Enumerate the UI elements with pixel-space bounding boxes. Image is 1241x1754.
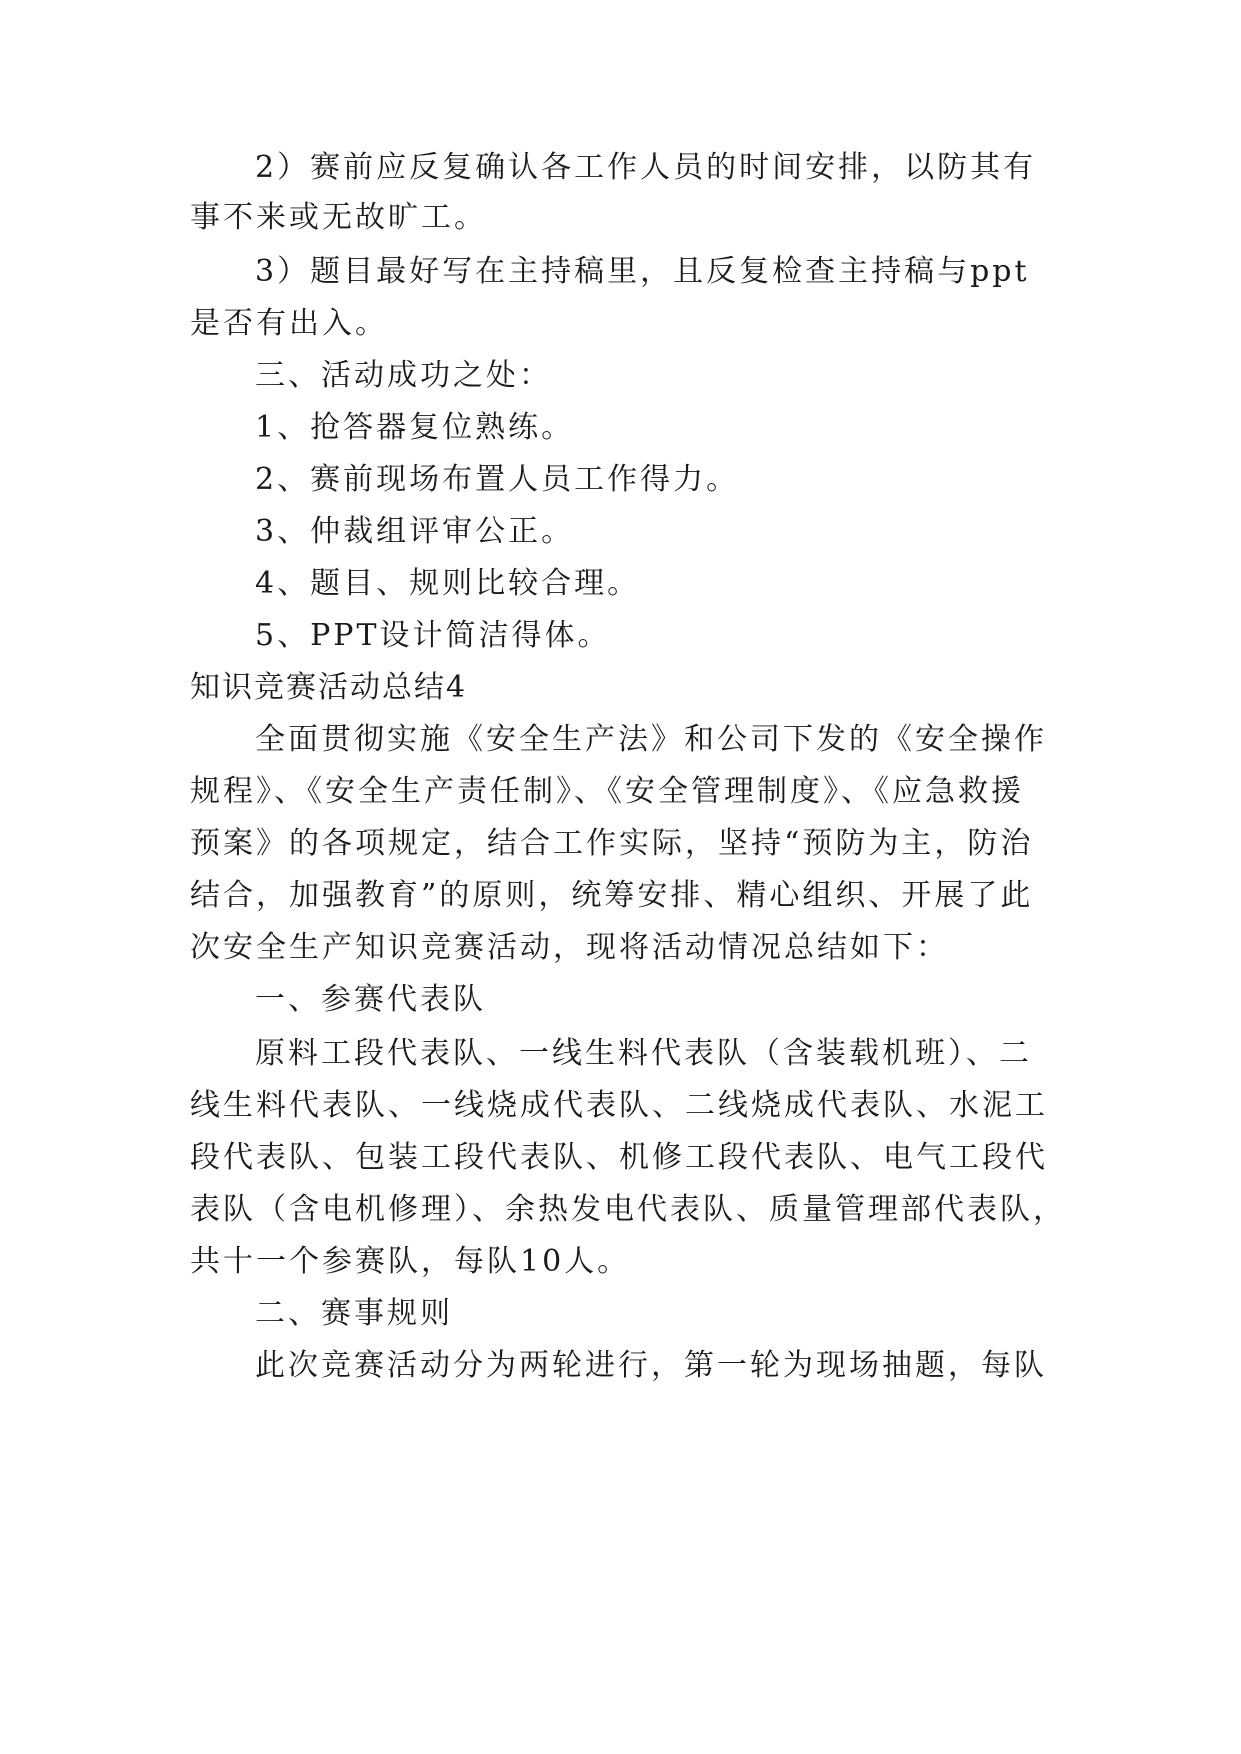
list-item: 4、题目、规则比较合理。 <box>255 566 641 601</box>
paragraph-line: 原料工段代表队、一线生料代表队（含装载机班）、二 <box>255 1036 1032 1071</box>
paragraph-line: 共十一个参赛队，每队10人。 <box>190 1244 631 1279</box>
paragraph-line: 结合，加强教育”的原则，统筹安排、精心组织、开展了此 <box>190 878 1034 913</box>
paragraph-line: 事不来或无故旷工。 <box>190 200 487 235</box>
paragraph-line: 线生料代表队、一线烧成代表队、二线烧成代表队、水泥工 <box>190 1088 1048 1123</box>
paragraph-line: 预案》的各项规定，结合工作实际，坚持“预防为主，防治 <box>190 826 1034 861</box>
paragraph-line: 是否有出入。 <box>190 306 388 341</box>
paragraph-line: 全面贯彻实施《安全生产法》和公司下发的《安全操作 <box>255 722 1047 757</box>
list-item: 3、仲裁组评审公正。 <box>255 514 575 549</box>
document-title: 知识竞赛活动总结4 <box>190 670 468 705</box>
list-item: 2、赛前现场布置人员工作得力。 <box>255 462 740 497</box>
paragraph-line: 此次竞赛活动分为两轮进行，第一轮为现场抽题，每队 <box>255 1348 1047 1383</box>
section-heading: 二、赛事规则 <box>255 1296 453 1331</box>
section-heading: 一、参赛代表队 <box>255 982 486 1017</box>
list-item: 1、抢答器复位熟练。 <box>255 410 575 445</box>
paragraph-line: 段代表队、包装工段代表队、机修工段代表队、电气工段代 <box>190 1140 1048 1175</box>
section-heading: 三、活动成功之处： <box>255 358 552 393</box>
paragraph-line: 次安全生产知识竞赛活动，现将活动情况总结如下： <box>190 930 949 965</box>
paragraph-line: 规程》、《安全生产责任制》、《安全管理制度》、《应急救援 <box>190 774 1024 809</box>
list-item: 5、PPT设计简洁得体。 <box>255 618 611 653</box>
paragraph-line: 表队（含电机修理）、余热发电代表队、质量管理部代表队， <box>190 1192 1066 1227</box>
paragraph-line: 3）题目最好写在主持稿里，且反复检查主持稿与ppt <box>255 254 1030 289</box>
paragraph-line: 2）赛前应反复确认各工作人员的时间安排，以防其有 <box>255 150 1037 185</box>
